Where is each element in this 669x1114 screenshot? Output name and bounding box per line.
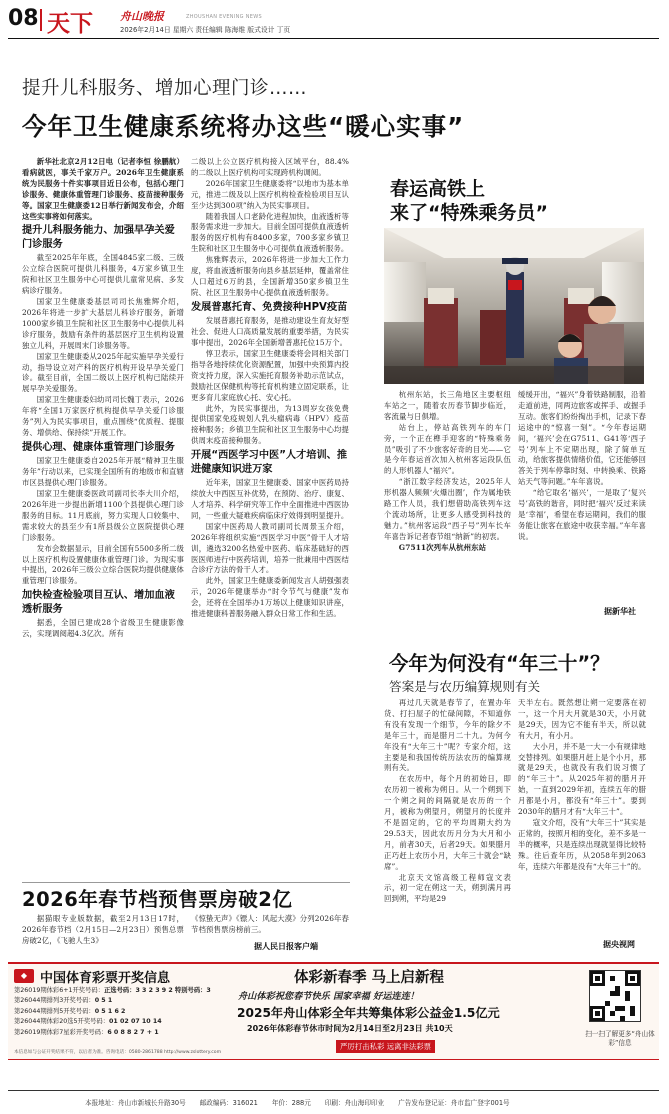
nyd-column-1 [384,698,511,960]
body-paragraph: 国家中医药局人教司副司长周景玉介绍，2026年将组织实施“西医学习中医”骨干人才培训，遴选3200名热爱中医药、临床基础好的西医医师进行中医药培训，培养一批兼用中西医结合诊疗方法的骨干人才。 [191,521,349,575]
body-paragraph: 国家卫生健康委妇幼司司长魏丁表示，2026年将“全国1万家医疗机构提供早孕关爱门诊服务”列入为民实事项目，重点围绕“优质程、提服务、增供给、保持续”开展工作。 [22,395,184,437]
section-name: 天下 [47,10,93,37]
body-paragraph: 北京天文馆高级工程师寇文表示，初一定在朔这一天，朔到满月再回到朔，平均是29 [384,872,511,904]
lottery-ad-title: 体彩新春季 马上启新程 [294,970,445,986]
lottery-ad-time: 2026年体彩春节休市时间为2月14日至2月23日 共10天 [247,1024,453,1033]
nyd-column-2 [518,698,646,936]
footer-item: 印刷：舟山海印印业 [324,1099,385,1107]
lottery-result-label: 第26044期排列3开奖号码： [14,997,95,1005]
spring-column-2 [518,390,646,610]
body-paragraph: 据猫眼专业版数据，截至2月13日17时，2026年春节档（2月15日—2月23日）预售总票房破2亿，《飞驰人生3》 [22,914,184,945]
body-paragraph: 2026年国家卫生健康委将“以地市为基本单元，推进二级及以上医疗机构检查检验项目互认至少达到300项”纳入为民实事项目。 [191,178,349,210]
lottery-result-label: 第26044期体彩20选5开奖号码： [14,1018,110,1026]
spring-source: 据新华社 [604,607,636,616]
lottery-result-value: 01 02 07 10 14 [109,1018,162,1026]
body-paragraph: 据悉，全国已建成28个省级卫生健康影像云，实现调阅超4.3亿次。所有 [22,618,184,639]
lottery-result-row [14,1007,226,1017]
body-paragraph: 大小月，并不是一大一小有规律地交替排列。如果腊月赶上是个小月，那就是29天，也就没有我们说习惯了的“年三十”。从2025年初的腊月开始，一直到2029年初，连续五年的腊月都是小月，都没有“年三十”。要到2030年的腊月才有“大年三十”。 [518,741,646,817]
body-paragraph: 国家卫生健康委从2025年起实施早孕关爱行动，指导设立对产科的医疗机构开设早孕关爱门诊。截至目前，全国二级以上医疗机构已陆续开展早孕关爱服务。 [22,351,184,394]
body-paragraph: 在农历中，每个月的初始日，即农历初一被称为朔日。从一个朔到下一个朔之间的间隔就是农历的一个月，被称为朔望月，朔望月的长度并不是固定的，它的平均周期大约为29.53天，因此农历月分为大月和小月，前者30天，后者29天。如果腊月正巧赶上农历小月，大年三十就会“缺席”。 [384,774,511,871]
body-paragraph: 焦雅辉表示，2026年将进一步加大工作力度，将血液透析服务向县乡基层延伸，覆盖常住人口超过6万的县，全国新增350家乡镇卫生院、社区卫生服务中心提供血液透析服务。 [191,255,349,297]
lottery-result-row [14,1017,226,1027]
body-paragraph: 新华社北京2月12日电（记者李恒 徐鹏航）看病就医，事关千家万户。2026年卫生健康系统为民服务十件实事项目近日公布，包括心理门诊服务、健康体重管理门诊服务、疫苗接种服务等。国家卫生健康委12日举行新闻发布会，介绍这些实事将如何落实。 [22,157,184,221]
box-headline: 2026年春节档预售票房破2亿 [22,888,293,911]
body-paragraph: 《惊蛰无声》《镖人：风起大漠》分列2026年春节档预售票房榜前三。 [191,914,349,934]
body-paragraph: 天半左右。既然想让朔一定要落在初一，这一个月大月就是30天，小月就是29天，因为它不能有半天，所以就有大月，有小月。 [518,698,646,740]
paper-name-en: ZHOUSHAN EVENING NEWS [186,14,262,20]
box-column-2 [191,914,349,940]
masthead [0,0,669,38]
lottery-result-value: 正选号码：3 3 2 3 9 2 特别号码：3 [104,987,211,994]
qr-code-pattern [590,971,640,1021]
masthead-divider [40,9,42,31]
body-paragraph: 截至2025年年底，全国4845家二级、三级公立综合医院可提供儿科服务，4万家乡镇卫生院和社区卫生服务中心可提供儿童常见病、多发病诊疗服务。 [22,253,184,296]
body-paragraph: 国家卫生健康委自2025年开展“精神卫生服务年”行动以来，已实现全国所有的地级市和直辖市区县提供心理门诊服务。 [22,456,184,488]
nyd-headline: 今年为何没有“年三十”？ [389,652,610,675]
footer-bar [85,1097,655,1107]
footer-rule [8,1090,659,1091]
lottery-ad-main: 2025年舟山体彩全年共筹集体彩公益金1.5亿元 [237,1006,500,1020]
body-paragraph: 二级以上公立医疗机构接入区域平台，88.4%的二级以上医疗机构可实现跨机构调阅。 [191,157,349,177]
section-subheading: 提升儿科服务能力、加强早孕关爱门诊服务 [22,225,175,250]
body-paragraph: 近年来，国家卫生健康委、国家中医药局持续放大中西医互补优势，在预防、治疗、康复、人才培养、科学研究等工作中全面推进中西医协同，一些重大疑难疾病临床疗效得到明显提升。 [191,478,349,520]
lottery-result-row [14,986,226,996]
lottery-title: 中国体育彩票开奖信息 [40,971,171,986]
lottery-result-value: 0 5 1 [94,997,113,1005]
body-paragraph: 随着我国人口老龄化进程加快，血液透析等服务需求进一步加大。目前全国可提供血液透析服务的医疗机构有8400多家，700多家乡镇卫生院和社区卫生服务中心可提供血液透析服务。 [191,211,349,254]
spring-column-1 [384,390,511,618]
lottery-result-value: 0 5 1 6 2 [94,1007,126,1015]
train-photo-illustration [384,228,644,384]
section-subheading: 加快检查检验项目互认、增加血液透析服务 [22,590,175,615]
lottery-result-value: 6 0 8 8 2 7 + 1 [107,1028,159,1036]
body-paragraph: 缓缓开出，“福兴”身着铁路制服，沿着走道前进，同两边旅客或挥手、或握手互动。旅客们纷纷掏出手机，记录下春运途中的“惊喜一刻”。“今年春运期间，‘福兴’会在G7511、G41等‘西子号’列车上不定期出现，除了简单互动，给旅客提供情绪价值，它还能够回答关于列车停靠时刻、中转换乘、铁路站天气等问题。”车年喜说。 [518,390,646,487]
section-subheading: 发展普惠托育、免费接种HPV疫苗 [191,301,348,313]
box-source: 据人民日报客户端 [254,942,318,951]
box-rule-top [22,882,350,883]
body-paragraph: 站台上，停站高铁列车的车门旁，一个正在榫手迎客的“特殊乘务员”吸引了不少旅客好奇的目光——它是今年春运首次加入杭州客运段队伍的人形机器人“福兴”。 [384,422,511,476]
nyd-source: 据央视网 [603,940,635,949]
body-paragraph: 再过几天就是春节了，在置办年货、打扫屋子的忙碌间隙，不知道你有没有发现一个细节，今年的除夕不是年三十，而是腊月二十九。为何今年没有“大年三十”呢？专家介绍，这主要是和我国传统历法农历的编算规则有关。 [384,698,511,773]
lottery-logo-icon: ◆ [14,969,34,983]
footer-item: 年价：288元 [271,1099,311,1107]
body-paragraph: 寇文介绍，没有“大年三十”其实是正常的，按照月相的变化，差不多是一半的概率，只是连续出现就显得比较特殊。往后查年历，从2058年到2063年，连续六年都是没有“大年三十”的。 [518,817,646,871]
lottery-ad-warning: 严厉打击私彩 远离非法彩票 [336,1040,435,1053]
nyd-subhead: 答案是与农历编算规则有关 [389,679,541,694]
spring-headline-1: 春运高铁上 [390,178,486,200]
lottery-result-label: 第26019期体彩7星彩开奖号码： [14,1028,108,1036]
body-paragraph: 此外，为民实事提出，为13周岁女孩免费提供国家免疫规划人乳头瘤病毒（HPV）疫苗接种服务；乡镇卫生院和社区卫生服务中心均提供周末疫苗接种服务。 [191,403,349,446]
footer-item: 广告发布登记证：舟市监广登字001号 [398,1099,510,1107]
qr-caption: 扫一扫了解更多“舟山体彩”信息 [585,1030,655,1047]
footer-item: 邮政编码：316021 [199,1099,258,1107]
qr-code-icon[interactable] [589,970,641,1022]
section-subheading: 开展“西医学习中医”人才培训、推进健康知识进万家 [191,450,348,475]
lottery-result-label: 第26044期排列5开奖号码： [14,1007,95,1015]
box-column-1 [22,914,184,954]
lottery-result-row [14,1028,226,1038]
body-paragraph: 此外，国家卫生健康委新闻发言人胡强强表示，2026年健康举办“时令节气与健康”发布会，还将在全国举办1万场以上健康知识讲座，推进健康科普服务融入群众日常工作和生活。 [191,576,349,619]
body-paragraph: 国家卫生健康委医政司副司长李大川介绍，2026年进一步提出新增1100个县提供心理门诊服务的目标。11月底前，努力实现人口较集中、需求较大的县至少有1所县级公立医院提供心理门诊服务。 [22,489,184,542]
lottery-result-row [14,996,226,1006]
lead-kicker: 提升儿科服务、增加心理门诊…… [22,78,308,99]
body-paragraph: “浙江数字经济发达，2025年人形机器人频频‘火爆出圈’，作为属地铁路工作人员，我们想借助高铁列车这个流动场所，让更多人感受到科技的魅力。”杭州客运段“西子号”列车长车年喜告诉记者春节组“纳新”的初衷。 [384,477,511,541]
masthead-rule [8,38,659,39]
paper-name: 舟山晚报 [120,10,164,23]
body-paragraph: 发展普惠托育服务，是推动建设生育友好型社会、促进人口高质量发展的重要举措，为民实事中提出，2026年全国新增普惠托位15万个。 [191,316,349,348]
lottery-results [14,986,226,1038]
body-paragraph: 惇卫表示，国家卫生健康委将会同相关部门指导各地持续优化资源配置，加强中央预算内投资支持力度，深入实施托育服务补助示范试点，鼓励社区保健机构等托育机构建立固定联系，让更多育儿家庭放心托、安心托。 [191,349,349,402]
spring-headline-2: 来了“特殊乘务员” [390,202,548,224]
lottery-result-label: 第26019期体彩6+1开奖号码： [14,987,104,994]
lottery-panel [8,962,659,1060]
lead-column-1 [22,157,184,880]
lead-column-2 [191,157,349,880]
footer-item: 本报地址：舟山市新城长升路30号 [85,1099,186,1107]
train-photo [384,228,644,384]
lead-headline: 今年卫生健康系统将办这些“暖心实事” [22,112,465,141]
page-number: 08 [8,6,39,31]
body-paragraph: 国家卫生健康委基层司司长焦雅辉介绍，2026年将进一步扩大基层儿科诊疗服务，新增1000家乡镇卫生院和社区卫生服务中心提供儿科诊疗服务，鼓励有条件的基层医疗卫生机构设置独立儿科，开展周末门诊服务等。 [22,297,184,350]
photo-caption: G7511次列车从杭州东站 [398,542,487,552]
body-paragraph: “给它取名‘福兴’，一是取了‘复兴号’高铁的谐音，同时把‘福兴’反过来读是‘幸福’，希望在春运期间，我们的服务能让旅客在旅途中收获幸福。”车年喜说。 [518,488,646,541]
section-subheading: 提供心理、健康体重管理门诊服务 [22,441,175,453]
body-paragraph: 杭州东站，长三角地区主要枢纽车站之一，随着农历春节脚步临近，客流量与日俱增。 [384,390,511,421]
dateline: 2026年2月14日 星期六 责任编辑 陈海维 版式设计 丁页 [120,26,291,34]
lottery-footnote: 本信息如与公证开奖结果不符，以后者为准。咨询电话：0580-2861788 http://www.zslottery.com [14,1050,222,1055]
lottery-ad-slogan: 舟山体彩祝您春节快乐 国家幸福 好运连连！ [238,991,419,1002]
body-paragraph: 发布会数据显示，目前全国有5500多所二级以上医疗机构设置健康体重管理门诊。为现实事中提出，2026年三级公立综合医院均提供健康体重管理门诊服务。 [22,543,184,586]
